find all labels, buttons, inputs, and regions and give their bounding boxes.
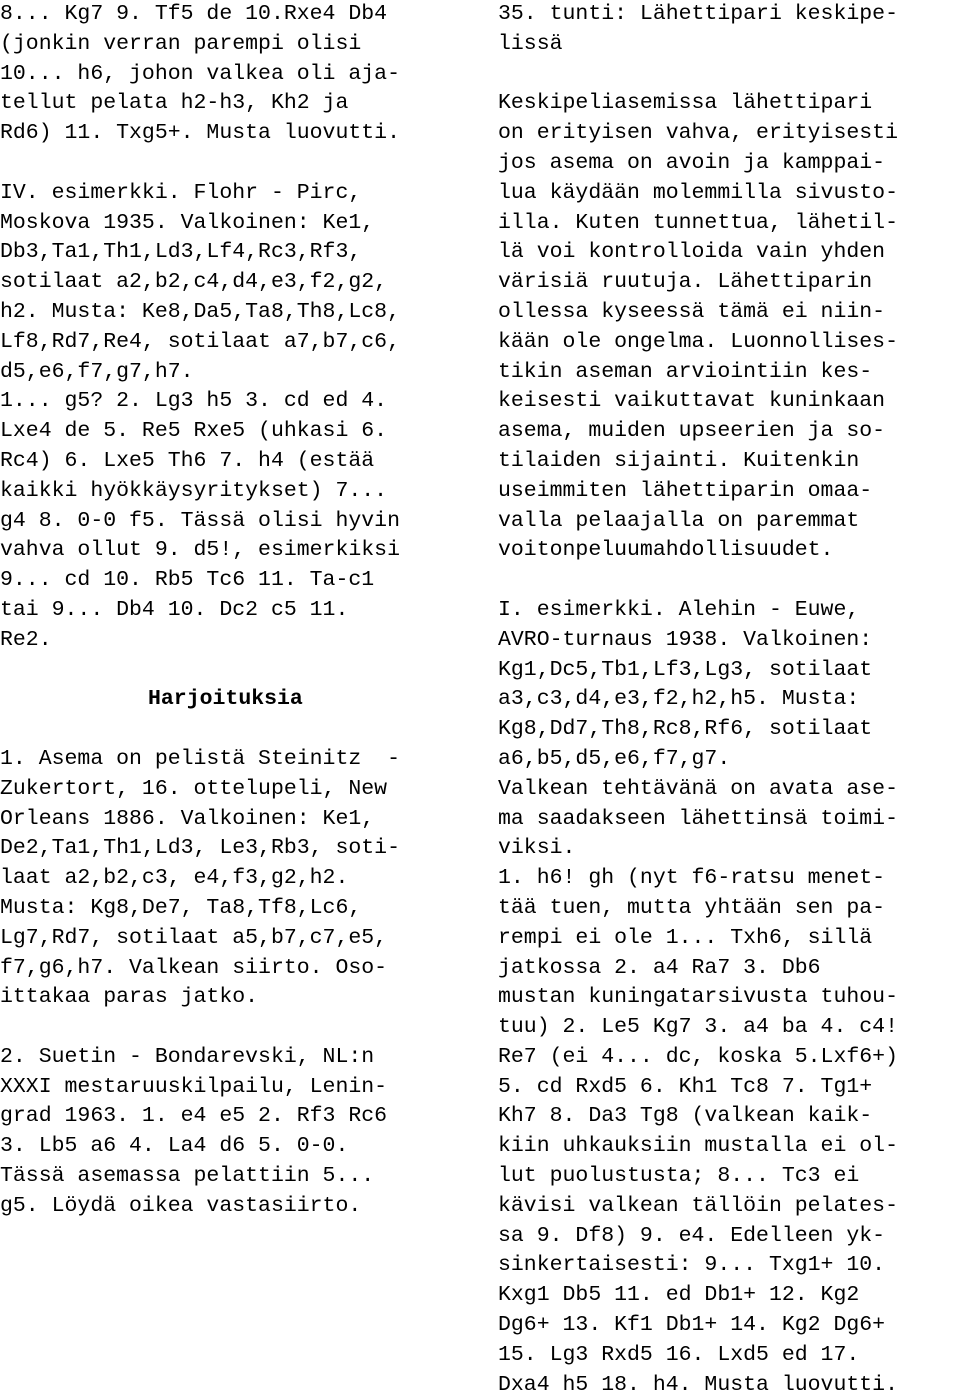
text-line: Rd6) 11. Txg5+. Musta luovutti. — [0, 121, 400, 146]
paragraph-game-continuation — [0, 0, 470, 149]
text-line: laat a2,b2,c3, e4,f3,g2,h2. — [0, 866, 349, 891]
text-line: rempi ei ole 1... Txh6, sillä — [498, 925, 873, 950]
text-line: 1. Asema on pelistä Steinitz - — [0, 746, 400, 771]
text-line: lua käydään molemmilla sivusto- — [498, 180, 898, 205]
text-line: Dxa4 h5 18. h4. Musta luovutti. — [498, 1372, 898, 1397]
paragraph-example-iv — [0, 179, 470, 656]
text-line: lut puolustusta; 8... Tc3 ei — [498, 1164, 860, 1189]
text-line: tellut pelata h2-h3, Kh2 ja — [0, 91, 349, 116]
text-line: Kxg1 Db5 11. ed Db1+ 12. Kg2 — [498, 1283, 860, 1308]
text-line: ma saadakseen lähettinsä toimi- — [498, 806, 898, 831]
heading-line — [498, 0, 960, 30]
heading-line — [498, 30, 960, 60]
exercise-1 — [0, 745, 470, 1013]
text-line: 2. Suetin - Bondarevski, NL:n — [0, 1044, 375, 1069]
text-line: tuu) 2. Le5 Kg7 3. a4 ba 4. c4! — [498, 1015, 898, 1040]
text-line: 1. h6! gh (nyt f6-ratsu menet- — [498, 866, 886, 891]
text-line: värisiä ruutuja. Lähettiparin — [498, 270, 873, 295]
text-line: AVRO-turnaus 1938. Valkoinen: — [498, 627, 873, 652]
text-line: Db3,Ta1,Th1,Ld3,Lf4,Rc3,Rf3, — [0, 240, 362, 265]
paragraph-spacer — [0, 1013, 470, 1043]
text-line: sotilaat a2,b2,c4,d4,e3,f2,g2, — [0, 270, 388, 295]
text-line: sa 9. Df8) 9. e4. Edelleen yk- — [498, 1223, 886, 1248]
text-line: d5,e6,f7,g7,h7. — [0, 359, 194, 384]
text-line: tää tuen, mutta yhtään sen pa- — [498, 895, 886, 920]
text-line: 15. Lg3 Rxd5 16. Lxd5 ed 17. — [498, 1342, 860, 1367]
text-line: h2. Musta: Ke8,Da5,Ta8,Th8,Lc8, — [0, 299, 400, 324]
paragraph-example-i — [498, 596, 960, 1400]
text-line: tai 9... Db4 10. Dc2 c5 11. — [0, 597, 349, 622]
exercise-2 — [0, 1043, 470, 1222]
lesson-heading-text: 35. tunti: Lähettipari keskipe- — [498, 2, 898, 26]
text-line: illa. Kuten tunnettua, lähetil- — [498, 210, 898, 235]
text-line: Lxe4 de 5. Re5 Rxe5 (uhkasi 6. — [0, 419, 388, 444]
text-line: grad 1963. 1. e4 e5 2. Rf3 Rc6 — [0, 1104, 388, 1129]
text-line: 1... g5? 2. Lg3 h5 3. cd ed 4. — [0, 389, 388, 414]
text-line: sinkertaisesti: 9... Txg1+ 10. — [498, 1253, 886, 1278]
right-column — [498, 0, 960, 1400]
text-line: kiin uhkauksiin mustalla ei ol- — [498, 1134, 898, 1159]
text-line: Lf8,Rd7,Re4, sotilaat a7,b7,c6, — [0, 329, 400, 354]
text-line: Re2. — [0, 627, 52, 652]
text-line: De2,Ta1,Th1,Ld3, Le3,Rb3, soti- — [0, 836, 400, 861]
text-line: Moskova 1935. Valkoinen: Ke1, — [0, 210, 375, 235]
text-line: kään ole ongelma. Luonnollises- — [498, 329, 898, 354]
text-line: viksi. — [498, 836, 576, 861]
text-line: Tässä asemassa pelattiin 5... — [0, 1164, 375, 1189]
paragraph-spacer — [0, 656, 470, 686]
text-line: g4 8. 0-0 f5. Tässä olisi hyvin — [0, 508, 400, 533]
text-line: voitonpeluumahdollisuudet. — [498, 538, 834, 563]
text-line: jos asema on avoin ja kamppai- — [498, 150, 886, 175]
text-line: useimmiten lähettiparin omaa- — [498, 478, 873, 503]
text-line: 3. Lb5 a6 4. La4 d6 5. 0-0. — [0, 1134, 349, 1159]
text-line: jatkossa 2. a4 Ra7 3. Db6 — [498, 955, 821, 980]
section-heading-exercises: Harjoituksia — [148, 687, 303, 712]
lesson-heading-text: lissä — [498, 31, 563, 56]
lesson-heading — [498, 0, 960, 60]
text-line: Kh7 8. Da3 Tg8 (valkean kaik- — [498, 1104, 873, 1129]
text-line: g5. Löydä oikea vastasiirto. — [0, 1193, 362, 1218]
text-line: Dg6+ 13. Kf1 Db1+ 14. Kg2 Dg6+ — [498, 1313, 886, 1338]
text-line: (jonkin verran parempi olisi — [0, 31, 362, 56]
paragraph-spacer — [498, 566, 960, 596]
text-line: XXXI mestaruuskilpailu, Lenin- — [0, 1074, 388, 1099]
text-line: ollessa kyseessä tämä ei niin- — [498, 299, 886, 324]
text-line: mustan kuningatarsivusta tuhou- — [498, 985, 898, 1010]
text-line: 5. cd Rxd5 6. Kh1 Tc8 7. Tg1+ — [498, 1074, 873, 1099]
paragraph-spacer — [0, 715, 470, 745]
text-line: vahva ollut 9. d5!, esimerkiksi — [0, 538, 400, 563]
text-line: keisesti vaikuttavat kuninkaan — [498, 389, 886, 414]
left-column — [0, 0, 470, 1222]
text-line: IV. esimerkki. Flohr - Pirc, — [0, 180, 362, 205]
paragraph-spacer — [0, 149, 470, 179]
text-line: Valkean tehtävänä on avata ase- — [498, 776, 898, 801]
text-line: 8... Kg7 9. Tf5 de 10.Rxe4 Db4 — [0, 2, 388, 26]
text-line: tilaiden sijainti. Kuitenkin — [498, 448, 860, 473]
text-line: tikin aseman arviointiin kes- — [498, 359, 873, 384]
text-line: a3,c3,d4,e3,f2,h2,h5. Musta: — [498, 687, 860, 712]
text-line: lä voi kontrolloida vain yhden — [498, 240, 886, 265]
text-line: a6,b5,d5,e6,f7,g7. — [498, 746, 731, 771]
text-line: Keskipeliasemissa lähettipari — [498, 91, 873, 116]
text-line: 9... cd 10. Rb5 Tc6 11. Ta-c1 — [0, 568, 375, 593]
text-line: Orleans 1886. Valkoinen: Ke1, — [0, 806, 375, 831]
paragraph-bishop-pair-intro — [498, 89, 960, 566]
text-line: I. esimerkki. Alehin - Euwe, — [498, 597, 860, 622]
text-line: 10... h6, johon valkea oli aja- — [0, 61, 400, 86]
text-line: Zukertort, 16. ottelupeli, New — [0, 776, 388, 801]
text-line: kävisi valkean tällöin pelates- — [498, 1193, 898, 1218]
text-line: valla pelaajalla on paremmat — [498, 508, 860, 533]
text-line: Kg1,Dc5,Tb1,Lf3,Lg3, sotilaat — [498, 657, 873, 682]
paragraph-spacer — [498, 60, 960, 90]
text-line: Musta: Kg8,De7, Ta8,Tf8,Lc6, — [0, 895, 362, 920]
text-line: Rc4) 6. Lxe5 Th6 7. h4 (estää — [0, 448, 375, 473]
text-line: f7,g6,h7. Valkean siirto. Oso- — [0, 955, 388, 980]
text-line: asema, muiden upseerien ja so- — [498, 419, 886, 444]
text-line: Lg7,Rd7, sotilaat a5,b7,c7,e5, — [0, 925, 388, 950]
text-line: kaikki hyökkäysyritykset) 7... — [0, 478, 388, 503]
text-line: ittakaa paras jatko. — [0, 985, 259, 1010]
text-line: on erityisen vahva, erityisesti — [498, 121, 898, 146]
text-line: Kg8,Dd7,Th8,Rc8,Rf6, sotilaat — [498, 717, 873, 742]
text-line: Re7 (ei 4... dc, koska 5.Lxf6+) — [498, 1044, 898, 1069]
